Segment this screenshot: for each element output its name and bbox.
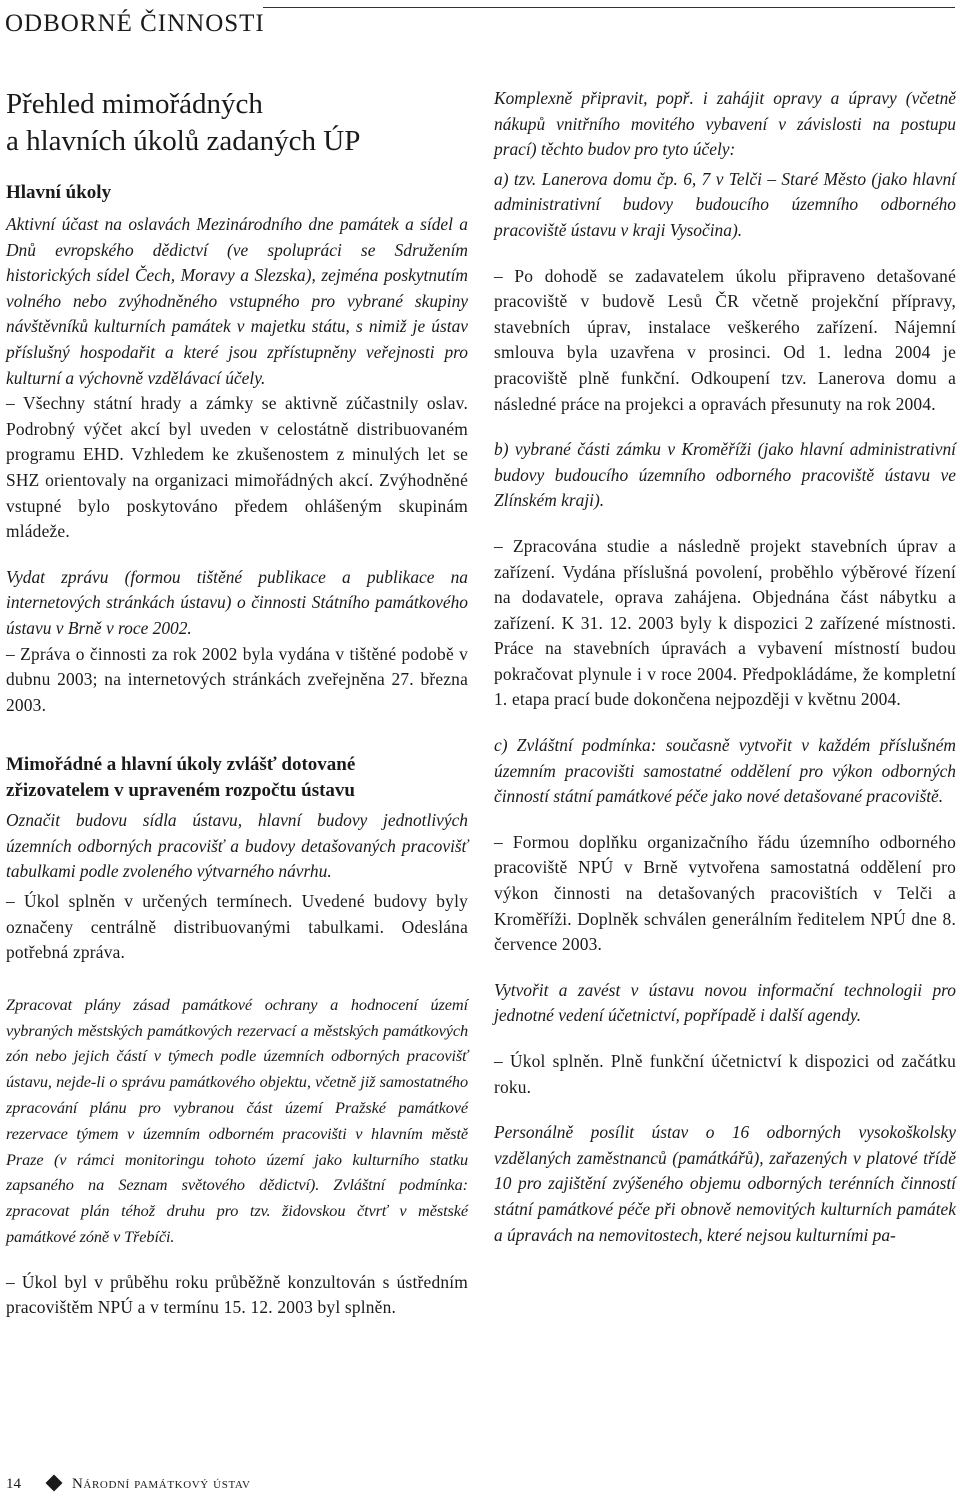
task-text: c) Zvláštní podmínka: současně vytvořit v každém příslušném územním pracovišti samostatné oddělení pro výkon odborných činností státní památkové péče jako nové detašované pracoviště. [494, 735, 956, 807]
section-heading-line1: Mimořádné a hlavní úkoly zvlášť dotované [6, 754, 356, 776]
section-heading-main-tasks: Hlavní úkoly [6, 182, 112, 203]
task-text: Komplexně připravit, popř. i zahájit opravy a úpravy (včetně nákupů vnitřního movitého vybavení v závislosti na postupu prací) těchto budov pro tyto účely: [494, 88, 956, 160]
section-heading-line2: zřizovatelem v upraveném rozpočtu ústavu [6, 780, 355, 802]
section-heading-special-tasks [6, 752, 468, 804]
report-text: – Všechny státní hrady a zámky se aktivně zúčastnily oslav. Podrobný výčet akcí byl uveden v celostátně distribuovaném programu EHD. Vzhledem ke zkušenostem z minulých let se SHZ orientovaly na organizaci mimořádných akcí. Zvýhodněné vstupné bylo poskytováno předem ohlášeným skupinám mládeže. [6, 393, 468, 542]
report-text: – Úkol byl v průběhu roku průběžně konzultován s ústředním pracovištěm NPÚ a v termínu 15. 12. 2003 byl splněn. [6, 1271, 468, 1318]
left-column [6, 86, 468, 1321]
page-number: 14 [6, 1476, 21, 1492]
publisher-name: Národní památkový ústav [72, 1476, 251, 1492]
task-text: Vydat zprávu (formou tištěné publikace a publikace na internetových stránkách ústavu) o činnosti Státního památkového ústavu v Brně v roce 2002. [6, 566, 468, 638]
task-text: Aktivní účast na oslavách Mezinárodního dne památek a sídel a Dnů evropského dědictví (ve spolupráci se Sdružením historických sídel Čech, Moravy a Slezska), zejména poskytnutím volného nebo zvýhodněného vstupného pro vybrané skupiny návštěvníků kulturních památek v majetku státu, s nimiž je ústav příslušný hospodařit a které jsou zpřístupněny veřejnosti pro kulturní a výchovně vzdělávací účely. [6, 214, 468, 388]
task-text: Vytvořit a zavést v ústavu novou informační technologii pro jednotné vedení účetnictví, popřípadě i další agendy. [494, 979, 956, 1026]
task-text: Personálně posílit ústav o 16 odborných vysokoškolsky vzdělaných zaměstnanců (památkářů), zařazených v platové třídě 10 pro zajištění zvýšeného objemu odborných terénních činností státní památkové péče při obnově nemovitých kulturních památek a úpravách na nemovitostech, které nejsou kulturními pa- [494, 1122, 956, 1245]
diamond-icon [46, 1475, 63, 1492]
header-rule [263, 7, 955, 8]
article-title-line2: a hlavních úkolů zadaných ÚP [6, 125, 361, 157]
task-text: b) vybrané části zámku v Kroměříži (jako hlavní administrativní budovy budoucího územního odborného pracoviště ústavu ve Zlínském kraji). [494, 439, 956, 511]
report-text: – Zpracována studie a následně projekt stavebních úprav a zařízení. Vydána příslušná povolení, proběhlo výběrové řízení na dodavatele, oprava zahájena. Objednána část nábytku a zařízení. K 31. 12. 2003 byly k dispozici 2 zařízené místnosti. Práce na stavebních úpravách a vybavení místností budou pokračovat plynule i v roce 2004. Předpokládáme, že kompletní 1. etapa prací bude dokončena nejpozději v květnu 2004. [494, 535, 956, 710]
report-text: – Úkol splněn. Plně funkční účetnictví k dispozici od začátku roku. [494, 1051, 956, 1097]
page-footer [6, 1476, 251, 1493]
task-text: a) tzv. Lanerova domu čp. 6, 7 v Telči – Staré Město (jako hlavní administrativní budovy budoucího územního odborného pracoviště ústavu v kraji Vysočina). [494, 168, 956, 240]
article-title-line1: Přehled mimořádných [6, 88, 263, 120]
section-title: ODBORNÉ ČINNOSTI [5, 10, 265, 37]
report-text: – Po dohodě se zadavatelem úkolu připraveno detašované pracoviště v budově Lesů ČR včetně projekční přípravy, stavebních úprav, instalace veškerého zařízení. Nájemní smlouva byla uzavřena v prosinci. Od 1. ledna 2004 je pracoviště plně funkční. Odkoupení tzv. Lanerova domu a následné práce na projekci a opravách přesunuty na rok 2004. [494, 265, 956, 414]
report-text: – Formou doplňku organizačního řádu územního odborného pracoviště NPÚ v Brně vytvořena samostatná oddělení pro výkon činnosti na detašovaných pracovištích v Telči a Kroměříži. Doplněk schválen generálním ředitelem NPÚ dne 8. července 2003. [494, 831, 956, 955]
article-title [6, 86, 468, 160]
report-text: – Úkol splněn v určených termínech. Uvedené budovy byly označeny centrálně distribuovanými tabulkami. Odeslána potřebná zpráva. [6, 891, 468, 963]
task-text: Označit budovu sídla ústavu, hlavní budovy jednotlivých územních odborných pracovišť a budovy detašovaných pracovišť tabulkami podle zvoleného výtvarného návrhu. [6, 810, 468, 882]
page-header [5, 4, 955, 46]
report-text: – Zpráva o činnosti za rok 2002 byla vydána v tištěné podobě v dubnu 2003; na internetových stránkách zveřejněna 27. března 2003. [6, 643, 468, 715]
right-column [494, 86, 956, 1248]
task-text: Zpracovat plány zásad památkové ochrany a hodnocení území vybraných městských památkových rezervací a městských památkových zón nebo jejich částí v týmech podle územních odborných pracovišť ústavu, nejde-li o správu památkového objektu, včetně již samostatného zpracování plánu pro vybranou část území Pražské památkové rezervace týmem v územním odborném pracovišti v hlavním městě Praze (v rámci monitoringu tohoto území jako kulturního statku zapsaného na Seznam světového dědictví). Zvláštní podmínka: zpracovat plán téhož druhu pro tzv. židovskou čtvrť v městské památkové zóně v Třebíči. [6, 994, 468, 1247]
